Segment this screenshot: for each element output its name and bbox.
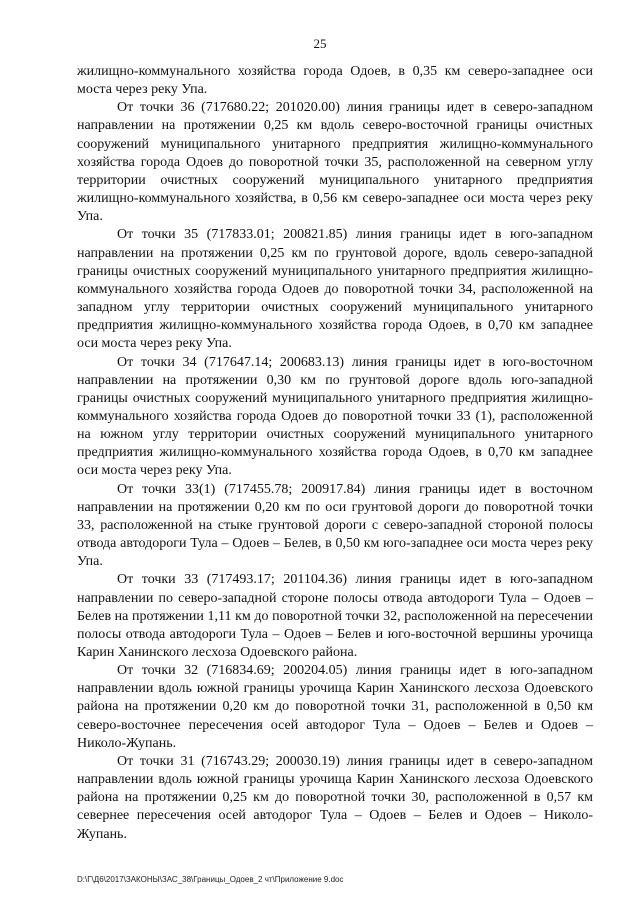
page-number: 25 xyxy=(313,36,327,51)
paragraph-point-36: От точки 36 (717680.22; 201020.00) линия границы идет в северо-западном направлении на протяжении 0,25 км вдоль северо-восточной границы очистных сооружений муниципального унитарного предприятия жилищно-коммунального хозяйства города Одоев до поворотной точки 35, расположенной на северном углу территории очистных сооружений муниципального унитарного предприятия жилищно-коммунального хозяйства, в 0,56 км северо-западнее оси моста через реку Упа. xyxy=(77,100,593,225)
paragraph-point-31: От точки 31 (716743.29; 200030.19) линия границы идет в северо-западном направлении вдоль южной границы урочища Карин Ханинского лесхоза Одоевского района на протяжении 0,25 км до поворотной точки 30, расположенной в 0,57 км севернее пересечения осей автодорог Тула – Одоев – Белев и Одоев – Николо-Жупань. xyxy=(77,753,593,842)
paragraph-point-32: От точки 32 (716834.69; 200204.05) линия границы идет в юго-западном направлении вдоль южной границы урочища Карин Ханинского лесхоза Одоевского района на протяжении 0,20 км до поворотной точки 31, расположенной в 0,50 км северо-восточнее пересечения осей автодорог Тула – Одоев – Белев и Одоев – Николо-Жупань. xyxy=(77,663,593,751)
body-text xyxy=(77,63,593,844)
paragraph-continuation: жилищно-коммунального хозяйства города Одоев, в 0,35 км северо-западнее оси моста через реку Упа. xyxy=(77,64,593,98)
paragraph-point-35: От точки 35 (717833.01; 200821.85) линия границы идет в юго-западном направлении на протяжении 0,25 км по грунтовой дороге, вдоль северо-западной границы очистных сооружений муниципального унитарного предприятия жилищно-коммунального хозяйства города Одоев до поворотной точки 34, расположенной на западном углу территории очистных сооружений муниципального унитарного предприятия жилищно-коммунального хозяйства города Одоев, в 0,70 км западнее оси моста через реку Упа. xyxy=(77,227,593,352)
paragraph-point-33-1: От точки 33(1) (717455.78; 200917.84) линия границы идет в восточном направлении на протяжении 0,20 км по оси грунтовой дороги до поворотной точки 33, расположенной на стыке грунтовой дороги с северо-западной стороной полосы отвода автодороги Тула – Одоев – Белев, в 0,50 км юго-западнее оси моста через реку Упа. xyxy=(77,481,593,570)
paragraph-point-34: От точки 34 (717647.14; 200683.13) линия границы идет в юго-восточном направлении на протяжении 0,30 км по грунтовой дороге вдоль юго-западной границы очистных сооружений муниципального унитарного предприятия жилищно-коммунального хозяйства города Одоев до поворотной точки 33 (1), расположенной на южном углу территории очистных сооружений муниципального унитарного предприятия жилищно-коммунального хозяйства города Одоев, в 0,70 км западнее оси моста через реку Упа. xyxy=(77,354,593,479)
file-path-footer: D:\Г\Д6\2017\ЗАКОНЫ\ЗАС_38\Границы_Одоев_2 чт\Приложение 9.doc xyxy=(77,875,344,884)
paragraph-point-33: От точки 33 (717493.17; 201104.36) линия границы идет в юго-западном направлении по северо-западной стороне полосы отвода автодороги Тула – Одоев – Белев на протяжении 1,11 км до поворотной точки 32, расположенной на пересечении полосы отвода автодороги Тула – Одоев – Белев и юго-восточной вершины урочища Карин Ханинского лесхоза Одоевского района. xyxy=(77,572,593,660)
